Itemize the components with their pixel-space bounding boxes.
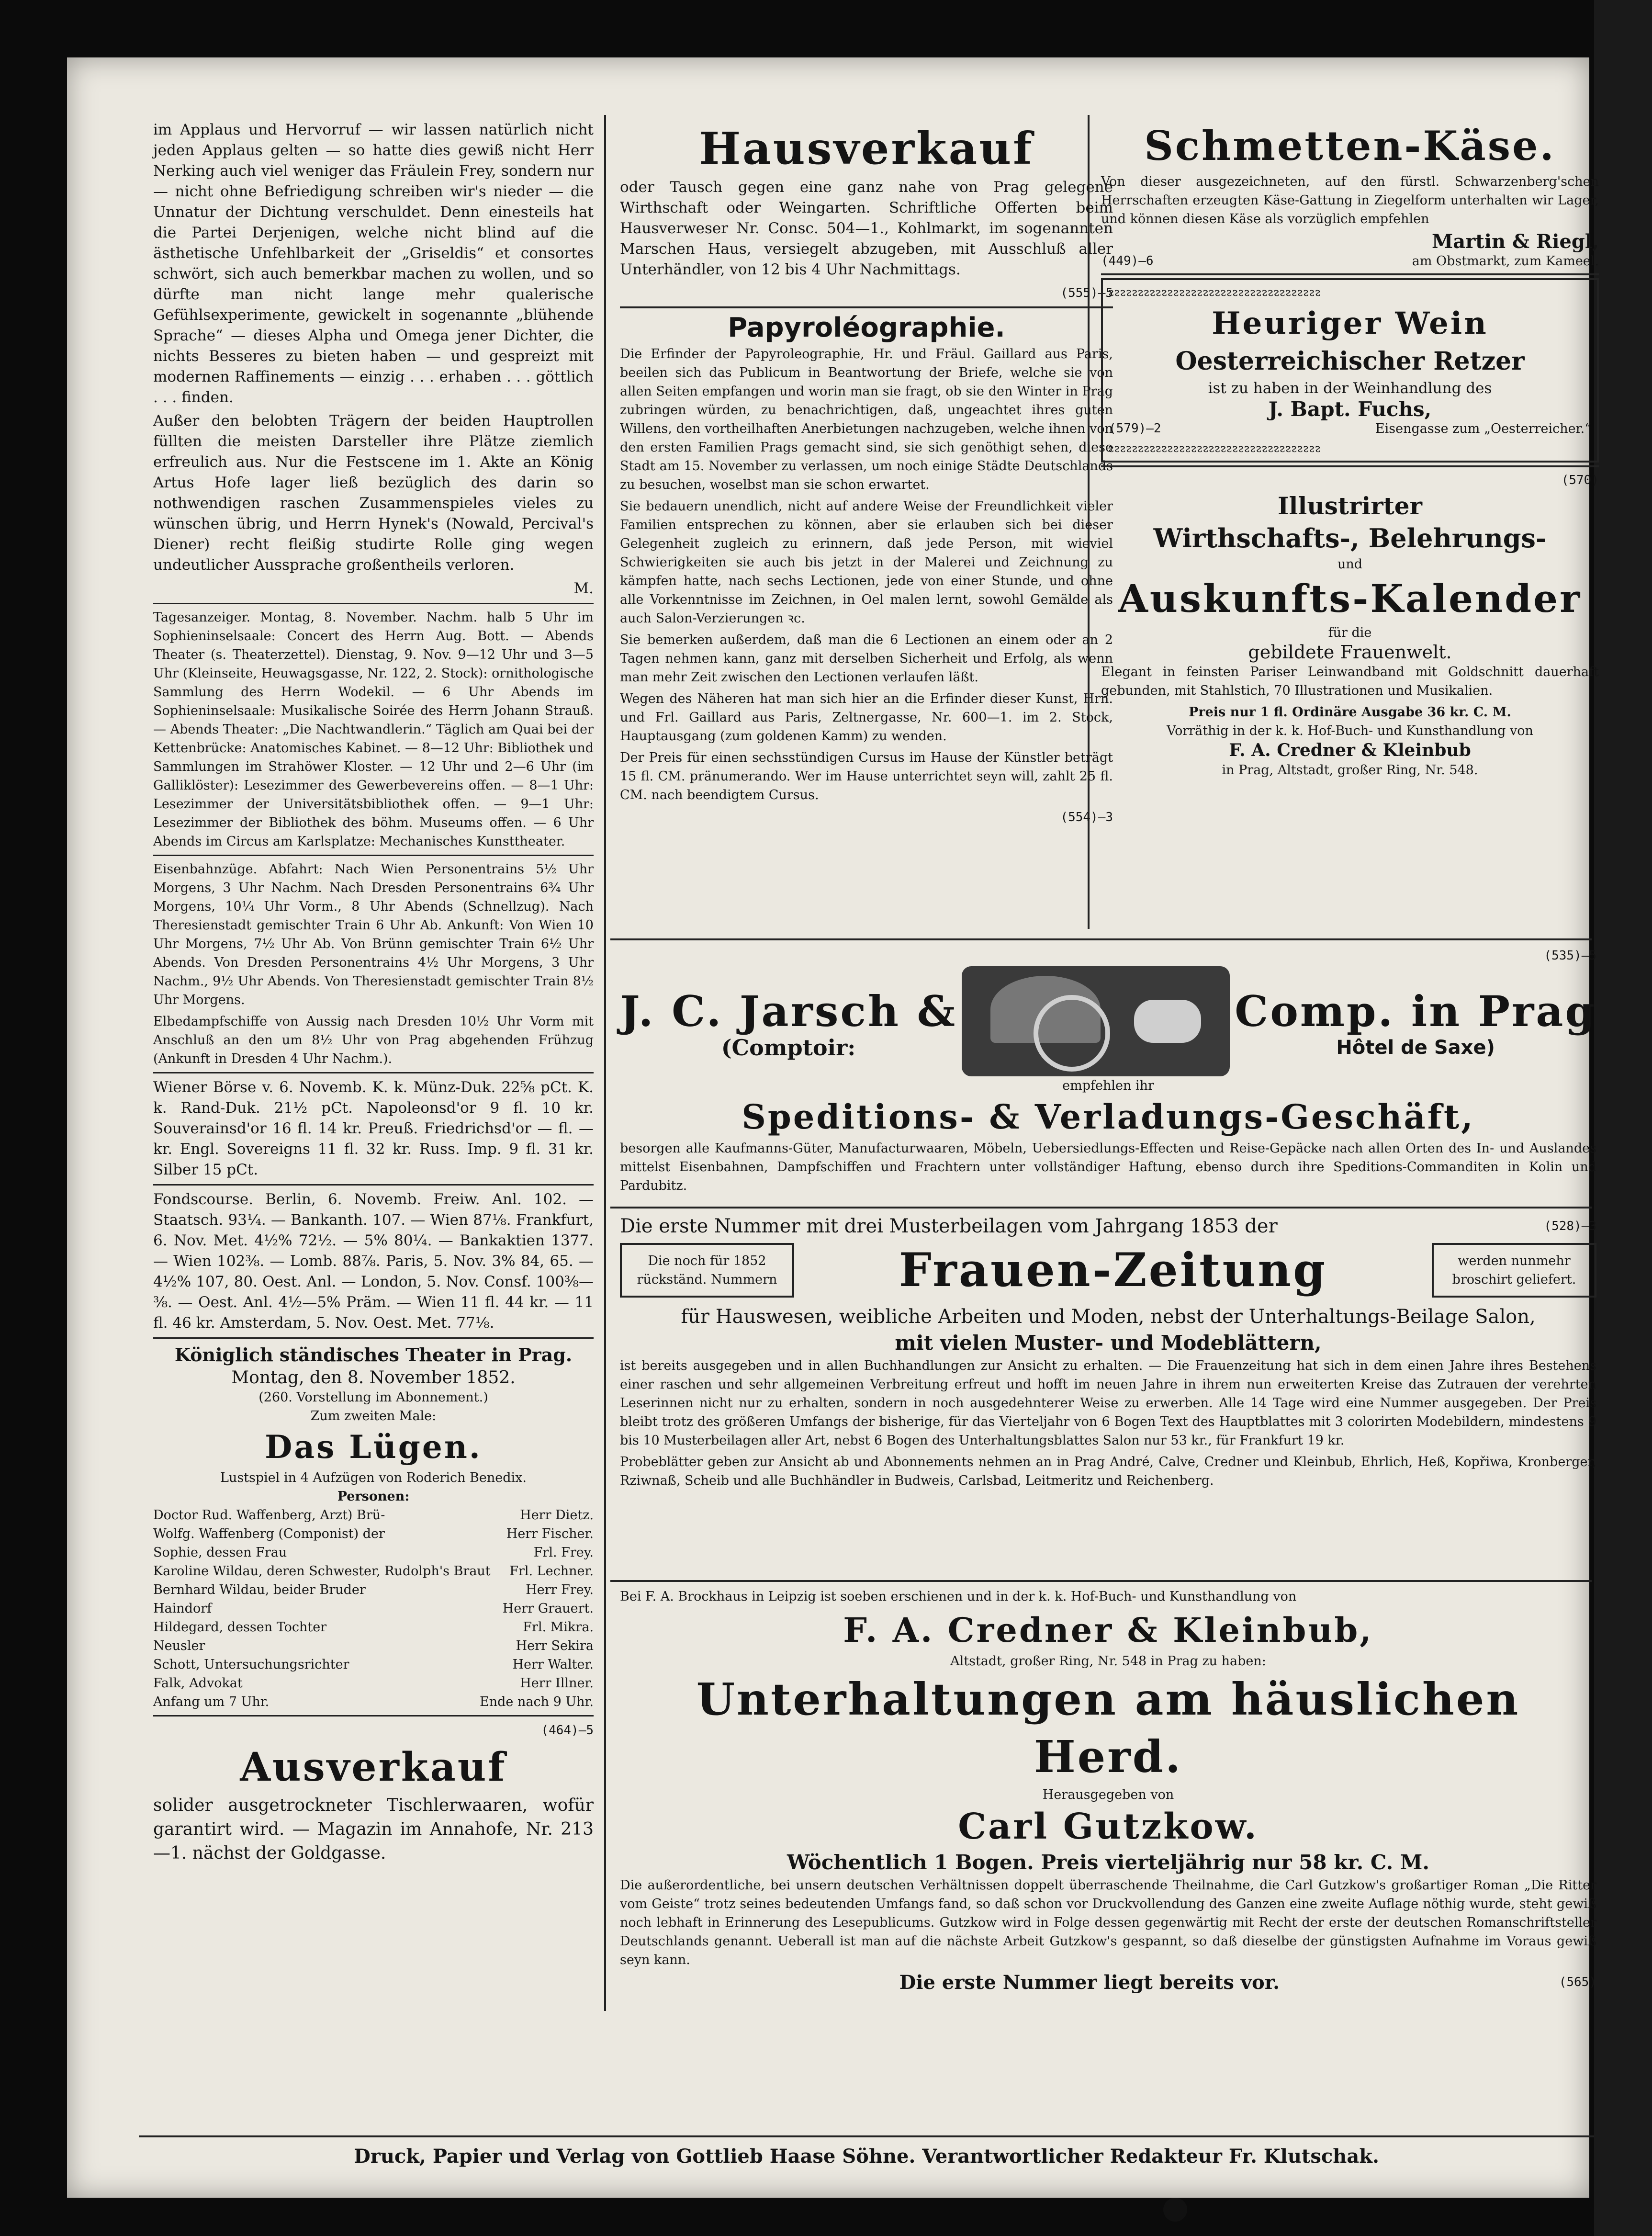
cart-illustration [962, 966, 1230, 1076]
cast-role: Sophie, dessen Frau [153, 1545, 287, 1560]
play-subtitle: Lustspiel in 4 Aufzügen von Roderich Benedix. [220, 1470, 527, 1485]
column-left [153, 120, 594, 1868]
cast-role: Wolfg. Waffenberg (Componist) der [153, 1526, 385, 1541]
gutzkow-author: Carl Gutzkow. [958, 1806, 1259, 1847]
kalender-code: (570) [1561, 473, 1599, 487]
cast-role: Anfang um 7 Uhr. [153, 1694, 270, 1709]
kalender-title: Auskunfts-Kalender [1118, 576, 1582, 621]
wein-title: Heuriger Wein [1212, 305, 1488, 341]
hausverkauf-text: oder Tausch gegen eine ganz nahe von Prag gelegene Wirthschaft oder Weingarten. Schriftliche Offerten beim Hausverweser Nr. Consc. 504—1., Kohlmarkt, im sogenannten Marschen Haus, versiegelt abzugeben, mit Ausschluß aller Unterhändler, von 12 bis 4 Uhr Nachmittags. [620, 179, 1113, 278]
kalender-line-2: Wirthschafts-, Belehrungs- [1153, 523, 1547, 553]
decorative-border: ᴤᴤᴤᴤᴤᴤᴤᴤᴤᴤᴤᴤᴤᴤᴤᴤᴤᴤᴤᴤᴤᴤᴤᴤᴤᴤᴤᴤᴤᴤᴤᴤᴤᴤᴤᴤ [1109, 285, 1322, 299]
schmetten-title: Schmetten-Käse. [1144, 122, 1556, 169]
review-text-2: Außer den belobten Trägern der beiden Hauptrollen füllten die meisten Darsteller ihre Plätze ziemlich erfreulich aus. Nur die Festscene im 1. Akte an König Artus Hofe lager ließ bezüglich des darin so nothwendigen raschen Zusammenspieles vieles zu wünschen übrig, und Herrn Hynek's (Nowald, Percival's Diener) recht fleißig studirte Rolle ging wegen undeutlicher Aussprache großentheils verloren. [153, 412, 594, 574]
theater-performance: (260. Vorstellung im Abonnement.) [258, 1390, 488, 1405]
frauen-subtitle-2: mit vielen Muster- und Modeblättern, [895, 1331, 1322, 1355]
gutzkow-text: Die außerordentliche, bei unsern deutschen Verhältnissen doppelt überraschende Theilnahme, die Carl Gutzkow's großartiger Roman „Die Ritter vom Geiste“ trotz seines bedeutenden Umfangs fand, so daß schon vor Druckvollendung des Ganzen eine zweite Auflage nöthig wurde, steht gewiß noch lebhaft in Erinnerung des Lesepublicums. Gutzkow wird in Folge dessen gegenwärtig mit Recht der erste der deutschen Romanschriftsteller Deutschlands genannt. Ueberall ist man auf die nächste Arbeit Gutzkow's gespannt, so daß dieselbe der günstigsten Aufnahme im Voraus gewiß seyn kann. [620, 1878, 1596, 1967]
papy-text-1: Die Erfinder der Papyroleographie, Hr. und Fräul. Gaillard aus Paris, beeilen sich das Publicum in Beantwortung der Briefe, welche sie von allen Seiten empfangen und worin man sie fragt, ob sie den Winter in Prag zubringen würden, zu benachrichtigen, daß, ungeachtet ihres guten Willens, den vortheilhaften Anerbietungen nachzugeben, welche ihnen von den ersten Familien Prags gemacht sind, sie sich genöthigt sehen, diese Stadt am 15. November zu verlassen, um noch einige Städte Deutschlands zu besuchen, woselbst man sie schon erwartet. [620, 347, 1113, 492]
scan-border [1594, 0, 1652, 2236]
wein-subtitle: Oesterreichischer Retzer [1175, 347, 1525, 376]
cast-row [153, 1655, 594, 1674]
tagesanzeiger: Tagesanzeiger. Montag, 8. November. Nachm. halb 5 Uhr im Sophieninselsaale: Concert des Herrn Aug. Bott. — Abends Theater (s. Theaterzettel). Dienstag, 9. Nov. 9—12 Uhr und 3—5 Uhr (Kleinseite, Heuwagsgasse, Nr. 122, 2. Stock): ornithologische Sammlung des Herrn Wodekil. — 6 Uhr Abends im Sophieninselsaale: Musikalische Soirée des Herrn Johann Strauß. — Abends Theater: „Die Nachtwandlerin.“ Täglich am Quai bei der Kettenbrücke: Anatomisches Kabinet. — 8—12 Uhr: Bibliothek und Sammlungen im Strahöwer Kloster. — 12 Uhr und 2—6 Uhr (im Galliklöster): Lesezimmer des Gewerbevereins offen. — 8—1 Uhr: Lesezimmer der Universitätsbibliothek offen. — 9—1 Uhr: Lesezimmer der Bibliothek des böhm. Museums offen. — 6 Uhr Abends im Circus am Karlsplatze: Mechanisches Kunsttheater. [153, 610, 594, 849]
column-right [1101, 120, 1599, 779]
cast-actor: Herr Sekira [516, 1638, 594, 1653]
cast-role: Neusler [153, 1638, 205, 1653]
papyroleographie-title: Papyroléographie. [728, 312, 1005, 343]
wein-text: ist zu haben in der Weinhandlung des [1208, 380, 1492, 397]
frauen-box-left: Die noch für 1852 rückständ. Nummern [620, 1243, 794, 1298]
cast-row [153, 1618, 594, 1637]
cast-row [153, 1674, 594, 1693]
ausverkauf-text: solider ausgetrockneter Tischlerwaaren, wofür garantirt wird. — Magazin im Annahofe, Nr. 213—1. nächst der Goldgasse. [153, 1796, 594, 1863]
jarsch-left-sub: (Comptoir: [721, 1034, 856, 1061]
section-rule [610, 938, 1592, 940]
cast-actor: Frl. Mikra. [523, 1620, 594, 1635]
column-rule-1 [604, 115, 606, 2011]
gutzkow-erste: Die erste Nummer liegt bereits vor. [899, 1971, 1280, 1994]
wein-firm: J. Bapt. Fuchs, [1268, 397, 1432, 421]
theater-date: Montag, den 8. November 1852. [231, 1368, 516, 1388]
ad-code-464: (464)—5 [541, 1723, 594, 1738]
schmetten-code: (449)—6 [1101, 254, 1154, 268]
cast-role: Bernhard Wildau, beider Bruder [153, 1582, 366, 1597]
cast-role: Karoline Wildau, deren Schwester, Rudolph's Braut [153, 1564, 491, 1579]
jarsch-title: Speditions- & Verladungs-Geschäft, [742, 1097, 1475, 1137]
frauen-text: ist bereits ausgegeben und in allen Buchhandlungen zur Ansicht zu erhalten. — Die Frauenzeitung hat sich in dem einen Jahre ihres Bestehens einer raschen und sehr allgemeinen Verbreitung erfreut und hofft im neuen Jahre in ihrem nun erweiterten Kreise das Zutrauen der verehrten Leserinnen nicht nur zu erhalten, sondern in noch ausgedehnterer Weise zu erwerben. Alle 14 Tage wird eine Nummer ausgegeben. Der Preis bleibt trotz des größeren Umfangs der bisherige, für das Vierteljahr von 6 Bogen Text des Hauptblattes mit 3 colorirten Modebildern, mindestens 9 bis 10 Musterbeilagen aller Art, nebst 6 Bogen des Unterhaltungsblattes Salon nur 53 kr., für Frankfurt 19 kr. [620, 1358, 1596, 1448]
fondscourse: Fondscourse. Berlin, 6. Novemb. Freiw. Anl. 102. — Staatsch. 93¼. — Bankanth. 107. — Wien 87⅛. Frankfurt, 6. Nov. Met. 4½% 72½. — 5% 80¼. — Bankaktien 1377. — Wien 102⅜. — Lomb. 88⅞. Paris, 5. Nov. 3% 84, 65. — 4½% 107, 80. Oest. Anl. — London, 5. Nov. Consf. 100⅜—⅜. — Oest. Anl. 4½—5% Präm. — Wien 11 fl. 44 kr. — 11 fl. 46 kr. Amsterdam, 5. Nov. Oest. Met. 77⅛. [153, 1191, 594, 1332]
cast-row [153, 1543, 594, 1562]
kalender-und: und [1337, 557, 1363, 572]
cast-actor: Herr Frey. [526, 1582, 594, 1597]
kalender-line-4: gebildete Frauenwelt. [1248, 642, 1452, 663]
papy-text-3: Sie bemerken außerdem, daß man die 6 Lectionen an einem oder an 2 Tagen nehmen kann, ganz mit derselben Sicherheit und Erfolg, als wenn man mehr Zeit zwischen den Lectionen verlaufen läßt. [620, 632, 1113, 685]
jarsch-right-title: Comp. in Prag [1235, 986, 1596, 1036]
gutzkow-address: Altstadt, großer Ring, Nr. 548 in Prag zu haben: [950, 1654, 1266, 1669]
gutzkow-code: (565) [1559, 1975, 1596, 1989]
gutzkow-hrsg: Herausgegeben von [1042, 1787, 1174, 1802]
schmetten-address: am Obstmarkt, zum Kameel. [1412, 254, 1599, 269]
cast-row [153, 1562, 594, 1581]
jarsch-code: (535)—5 [1544, 949, 1596, 963]
frauen-box-right: werden nunmehr broschirt geliefert. [1432, 1243, 1596, 1298]
schmetten-text: Von dieser ausgezeichneten, auf den fürstl. Schwarzenberg'schen Herrschaften erzeugten Käse-Gattung in Ziegelform unterhalten wir Lager, und können diesen Käse als vorzüglich empfehlen [1101, 174, 1599, 226]
frauen-title: Frauen-Zeitung [899, 1243, 1327, 1297]
cast-list [153, 1506, 594, 1711]
personen-label: Personen: [337, 1489, 410, 1504]
cast-actor: Ende nach 9 Uhr. [480, 1694, 594, 1709]
review-text-1: im Applaus und Hervorruf — wir lassen natürlich nicht jeden Applaus gelten — so hatte dies gewiß nicht Herr Nerking auch viel weniger das Fräulein Frey, sondern nur — nicht ohne Befriedigung schreiben wir's nieder — die Unnatur der Dichtung verschuldet. Denn einesteils hat die Partei Derjenigen, welche nicht blind auf die ästhetische Unfehlbarkeit der „Griseldis“ et consortes schwört, sich auch bemerkbar machen zu wollen, und so dürfte man nicht lange mehr qualerische Gefühlsexperimente, gewickelt in sogenannte „blühende Sprache“ — dieses Alpha und Omega jener Dichter, die nichts Besseres zu bieten haben — und gespreizt mit modernen Raffinements — einzig . . . erhaben . . . göttlich . . . finden. [153, 121, 594, 406]
decorative-border: ᴤᴤᴤᴤᴤᴤᴤᴤᴤᴤᴤᴤᴤᴤᴤᴤᴤᴤᴤᴤᴤᴤᴤᴤᴤᴤᴤᴤᴤᴤᴤᴤᴤᴤᴤᴤ [1109, 441, 1322, 455]
review-signature: M. [573, 580, 594, 597]
kalender-price: Preis nur 1 fl. Ordinäre Ausgabe 36 kr. C. M. [1189, 705, 1511, 720]
section-rule [610, 1580, 1592, 1582]
cast-role: Haindorf [153, 1601, 212, 1616]
page-footer: Druck, Papier und Verlag von Gottlieb Haase Söhne. Verantwortlicher Redakteur Fr. Klutschak. [354, 2145, 1379, 2168]
play-title: Das Lügen. [265, 1428, 482, 1466]
column-middle [620, 120, 1113, 828]
jarsch-text: besorgen alle Kaufmanns-Güter, Manufacturwaaren, Möbeln, Uebersiedlungs-Effecten und Reise-Gepäcke nach allen Orten des In- und Auslandes mittelst Eisenbahnen, Dampfschiffen und Frachtern unter vollständiger Haftung, ebenso durch ihre Speditions-Commanditen in Kolin und Pardubitz. [620, 1141, 1596, 1193]
cast-actor: Herr Fischer. [506, 1526, 594, 1541]
cast-row [153, 1693, 594, 1711]
frauen-intro: Die erste Nummer mit drei Musterbeilagen vom Jahrgang 1853 der [620, 1215, 1278, 1237]
kalender-text: Elegant in feinsten Pariser Leinwandband mit Goldschnitt dauerhaft gebunden, mit Stahlstich, 70 Illustrationen und Musikalien. [1101, 665, 1599, 698]
cart-wheel [1034, 995, 1110, 1072]
kalender-line-1: Illustrirter [1278, 492, 1422, 520]
schmetten-footer [1101, 252, 1599, 271]
cast-actor: Herr Grauert. [502, 1601, 594, 1616]
cast-row [153, 1637, 594, 1655]
schmetten-firm: Martin & Riegl, [1432, 230, 1599, 253]
gutzkow-price: Wöchentlich 1 Bogen. Preis vierteljährig nur 58 kr. C. M. [787, 1851, 1429, 1874]
papy-text-5: Der Preis für einen sechsstündigen Cursus im Hause der Künstler beträgt 15 fl. CM. pränumerando. Wer im Hause unterrichtet seyn will, zahlt 25 fl. CM. nach beendigtem Cursus. [620, 750, 1113, 802]
kalender-firm: F. A. Credner & Kleinbub [1229, 740, 1471, 760]
cast-actor: Herr Dietz. [520, 1508, 594, 1523]
frauen-ad [620, 1216, 1596, 1493]
jarsch-empfehlen: empfehlen ihr [1062, 1078, 1154, 1093]
eisenbahn: Eisenbahnzüge. Abfahrt: Nach Wien Personentrains 5½ Uhr Morgens, 3 Uhr Nachm. Nach Dresden Personentrains 6¾ Uhr Morgens, 10¼ Uhr Vorm., 8 Uhr Abends (Schnellzug). Nach Theresienstadt gemischter Train 6 Uhr Ab. Ankunft: Von Wien 10 Uhr Morgens, 7½ Uhr Ab. Von Brünn gemischter Train 6½ Uhr Abends. Von Dresden Personentrains 4½ Uhr Morgens, 3 Uhr Nachm., 9½ Uhr Abends. Von Theresienstadt gemischter Train 8½ Uhr Morgens. [153, 862, 594, 1007]
cast-row [153, 1599, 594, 1618]
cast-actor: Herr Illner. [520, 1676, 594, 1691]
gutzkow-firm: F. A. Credner & Kleinbub, [843, 1610, 1373, 1650]
gutzkow-title: Unterhaltungen am häuslichen Herd. [696, 1673, 1520, 1783]
papy-code: (554)—3 [1060, 810, 1113, 824]
horse-figure [1134, 1000, 1201, 1043]
papy-text-2: Sie bedauern unendlich, nicht auf andere Weise der Freundlichkeit vieler Familien entsprechen zu können, aber sie erlauben sich bei dieser Gelegenheit zugleich zu erinnern, daß jede Person, mit wieviel Schwierigkeiten sie auch bis jetzt in der Malerei und Zeichnung zu kämpfen hatte, nach sechs Lectionen, jede von einer Stunde, und ohne alle Vorkenntnisse im Zeichnen, in Oel malen lernt, sowohl Gemälde als auch Salon-Verzierungen ꝛc. [620, 499, 1113, 626]
cast-actor: Frl. Lechner. [509, 1564, 594, 1579]
section-rule [610, 1207, 1592, 1208]
gutzkow-intro: Bei F. A. Brockhaus in Leipzig ist soeben erschienen und in der k. k. Hof-Buch- und Kunsthandlung von [620, 1589, 1297, 1604]
hausverkauf-title: Hausverkauf [699, 123, 1034, 174]
kalender-fuer: für die [1328, 625, 1372, 640]
cast-actor: Herr Walter. [512, 1657, 594, 1672]
wein-address: Eisengasse zum „Oesterreicher.“ [1375, 421, 1591, 436]
theater-title: Königlich ständisches Theater in Prag. [174, 1344, 573, 1366]
dampfschiffe: Elbedampfschiffe von Aussig nach Dresden 10½ Uhr Vorm mit Anschluß an den um 8½ Uhr von Prag abgehenden Frühzug (Ankunft in Dresden 4 Uhr Nachm.). [153, 1014, 594, 1066]
boerse: Wiener Börse v. 6. Novemb. K. k. Münz-Duk. 22⅝ pCt. K. k. Rand-Duk. 21½ pCt. Napoleonsd'or 9 fl. 10 kr. Souverainsd'or 16 fl. 14 kr. Preuß. Friedrichsd'or — fl. — kr. Engl. Sovereigns 11 fl. 32 kr. Russ. Imp. 9 fl. 31 kr. Silber 15 pCt. [153, 1079, 594, 1178]
frauen-code: (528)—3 [1544, 1219, 1596, 1233]
jarsch-ad [620, 946, 1596, 1198]
cast-row [153, 1581, 594, 1599]
cast-role: Doctor Rud. Waffenberg, Arzt) Brü- [153, 1508, 385, 1523]
ausverkauf-title: Ausverkauf [240, 1744, 507, 1790]
wein-code: (579)—2 [1109, 421, 1161, 436]
hausverkauf-code: (555)—5 [1060, 286, 1113, 300]
kalender-vorraethig: Vorräthig in der k. k. Hof-Buch- und Kunsthandlung von [1167, 723, 1533, 738]
cast-row [153, 1506, 594, 1525]
cast-role: Falk, Advokat [153, 1676, 243, 1691]
gutzkow-ad [620, 1587, 1596, 1993]
ink-blot [1163, 2198, 1187, 2222]
theater-mal: Zum zweiten Male: [310, 1409, 437, 1423]
frauen-subtitle-1: für Hauswesen, weibliche Arbeiten und Moden, nebst der Unterhaltungs-Beilage Salon, [681, 1306, 1536, 1328]
cast-role: Hildegard, dessen Tochter [153, 1620, 327, 1635]
cast-actor: Frl. Frey. [533, 1545, 594, 1560]
kalender-address: in Prag, Altstadt, großer Ring, Nr. 548. [1222, 763, 1478, 778]
wein-ad-box [1101, 278, 1599, 463]
cast-row [153, 1525, 594, 1543]
cast-role: Schott, Untersuchungsrichter [153, 1657, 349, 1672]
wein-footer [1109, 419, 1591, 438]
frauen-text-2: Probeblätter geben zur Ansicht ab und Abonnements nehmen an in Prag André, Calve, Credner und Kleinbub, Ehrlich, Heß, Kopřiwa, Kronberger, Rziwnaß, Scheib und alle Buchhändler in Budweis, Carlsbad, Leitmeritz und Reichenberg. [620, 1455, 1596, 1488]
jarsch-right-sub: Hôtel de Saxe) [1336, 1036, 1495, 1059]
papy-text-4: Wegen des Näheren hat man sich hier an die Erfinder dieser Kunst, Hrn. und Frl. Gaillard aus Paris, Zeltnergasse, Nr. 600—1. im 2. Stock, Hauptausgang (zum goldenen Kamm) zu wenden. [620, 691, 1113, 744]
footer-rule [139, 2135, 1594, 2137]
jarsch-left-title: J. C. Jarsch & [620, 986, 957, 1036]
